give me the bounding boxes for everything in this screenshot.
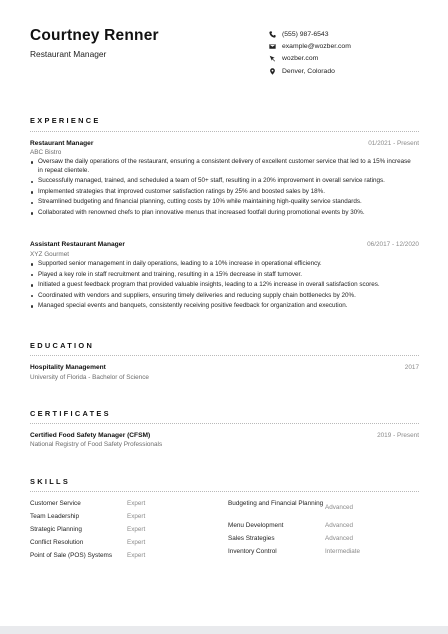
contact-website[interactable] xyxy=(268,53,351,65)
job-dates: 06/2017 - 12/2020 xyxy=(367,241,419,248)
job-bullet: Supported senior management in daily operations, leading to a 10% increase in operational efficiency. xyxy=(30,260,415,269)
skill-name: Team Leadership xyxy=(30,513,80,520)
job-company: XYZ Gourmet xyxy=(30,251,70,258)
skill-item xyxy=(228,535,419,548)
job-company: ABC Bistro xyxy=(30,149,62,156)
skill-item xyxy=(30,513,220,526)
skill-level: Expert xyxy=(127,526,146,533)
education-school: University of Florida - Bachelor of Science xyxy=(30,374,149,381)
education-degree: Hospitality Management xyxy=(30,364,106,371)
education-year: 2017 xyxy=(404,364,419,371)
phone-icon xyxy=(268,30,276,38)
certificates-heading: CERTIFICATES xyxy=(30,409,111,418)
job-bullet: Managed special events and banquets, consistently receiving positive feedback for organization and execution. xyxy=(30,302,415,311)
job-bullet: Successfully managed, trained, and scheduled a team of 50+ staff, resulting in a 20% improvement in overall service ratings. xyxy=(30,177,415,186)
contact-block xyxy=(268,28,351,77)
job-title: Restaurant Manager xyxy=(30,140,94,147)
job-bullets xyxy=(30,158,415,219)
skill-name: Menu Development xyxy=(228,522,284,529)
candidate-name: Courtney Renner xyxy=(30,27,159,44)
location-pin-icon xyxy=(268,67,276,75)
skill-level: Expert xyxy=(127,500,146,507)
education-divider xyxy=(30,355,419,356)
candidate-title: Restaurant Manager xyxy=(30,49,107,59)
page-bottom-gap xyxy=(0,626,448,634)
link-icon xyxy=(268,55,276,63)
skills-divider xyxy=(30,491,419,492)
experience-heading: EXPERIENCE xyxy=(30,116,101,125)
education-heading: EDUCATION xyxy=(30,341,95,350)
skill-name: Budgeting and Financial Planning xyxy=(228,500,324,507)
job-bullet: Oversaw the daily operations of the restaurant, ensuring a consistent delivery of excellent customer service that led to a 15% increase in repeat clientele. xyxy=(30,158,415,176)
certificate-name: Certified Food Safety Manager (CFSM) xyxy=(30,432,151,439)
contact-email-text[interactable]: example@wozber.com xyxy=(282,42,351,50)
job-title: Assistant Restaurant Manager xyxy=(30,241,125,248)
skill-item xyxy=(30,500,220,513)
skill-level: Expert xyxy=(127,539,146,546)
skill-item xyxy=(30,552,220,565)
skill-item xyxy=(228,548,419,561)
skill-level: Expert xyxy=(127,513,146,520)
skill-item xyxy=(228,500,419,522)
job-bullet: Streamlined budgeting and financial planning, cutting costs by 10% while maintaining high-quality service standards. xyxy=(30,198,415,207)
skill-level: Advanced xyxy=(325,535,354,542)
skill-item xyxy=(30,526,220,539)
skill-name: Conflict Resolution xyxy=(30,539,84,546)
contact-location xyxy=(268,65,351,77)
skill-level: Advanced xyxy=(325,504,354,511)
job-bullet: Implemented strategies that improved customer satisfaction ratings by 25% and boosted sales by 18%. xyxy=(30,188,415,197)
contact-phone-text: (555) 987-6543 xyxy=(282,30,329,38)
skill-item xyxy=(228,522,419,535)
skills-heading: SKILLS xyxy=(30,477,71,486)
skill-name: Customer Service xyxy=(30,500,81,507)
job-bullet: Initiated a guest feedback program that provided valuable insights, leading to a 12% increase in overall satisfaction scores. xyxy=(30,281,415,290)
job-bullet: Played a key role in staff recruitment and training, resulting in a 15% decrease in staff turnover. xyxy=(30,271,415,280)
skill-name: Strategic Planning xyxy=(30,526,82,533)
mail-icon xyxy=(268,42,276,50)
skill-name: Sales Strategies xyxy=(228,535,275,542)
certificate-dates: 2019 - Present xyxy=(377,432,419,439)
contact-location-text: Denver, Colorado xyxy=(282,67,335,75)
skill-name: Inventory Control xyxy=(228,548,277,555)
job-bullet: Coordinated with vendors and suppliers, ensuring timely deliveries and reducing supply chain bottlenecks by 20%. xyxy=(30,292,415,301)
skills-column-left xyxy=(30,500,220,565)
contact-email[interactable] xyxy=(268,40,351,52)
certificate-issuer: National Registry of Food Safety Professionals xyxy=(30,441,163,448)
skill-level: Intermediate xyxy=(325,548,361,555)
skill-level: Expert xyxy=(127,552,146,559)
skills-column-right xyxy=(228,500,419,561)
contact-website-text[interactable]: wozber.com xyxy=(282,55,319,63)
skill-item xyxy=(30,539,220,552)
certificates-divider xyxy=(30,423,419,424)
skill-name: Point of Sale (POS) Systems xyxy=(30,552,113,559)
skill-level: Advanced xyxy=(325,522,354,529)
job-bullet: Collaborated with renowned chefs to plan innovative menus that increased footfall during promotional events by 30%. xyxy=(30,209,415,218)
job-dates: 01/2021 - Present xyxy=(368,140,419,147)
job-bullets xyxy=(30,260,415,313)
experience-divider xyxy=(30,131,419,132)
contact-phone xyxy=(268,28,351,40)
